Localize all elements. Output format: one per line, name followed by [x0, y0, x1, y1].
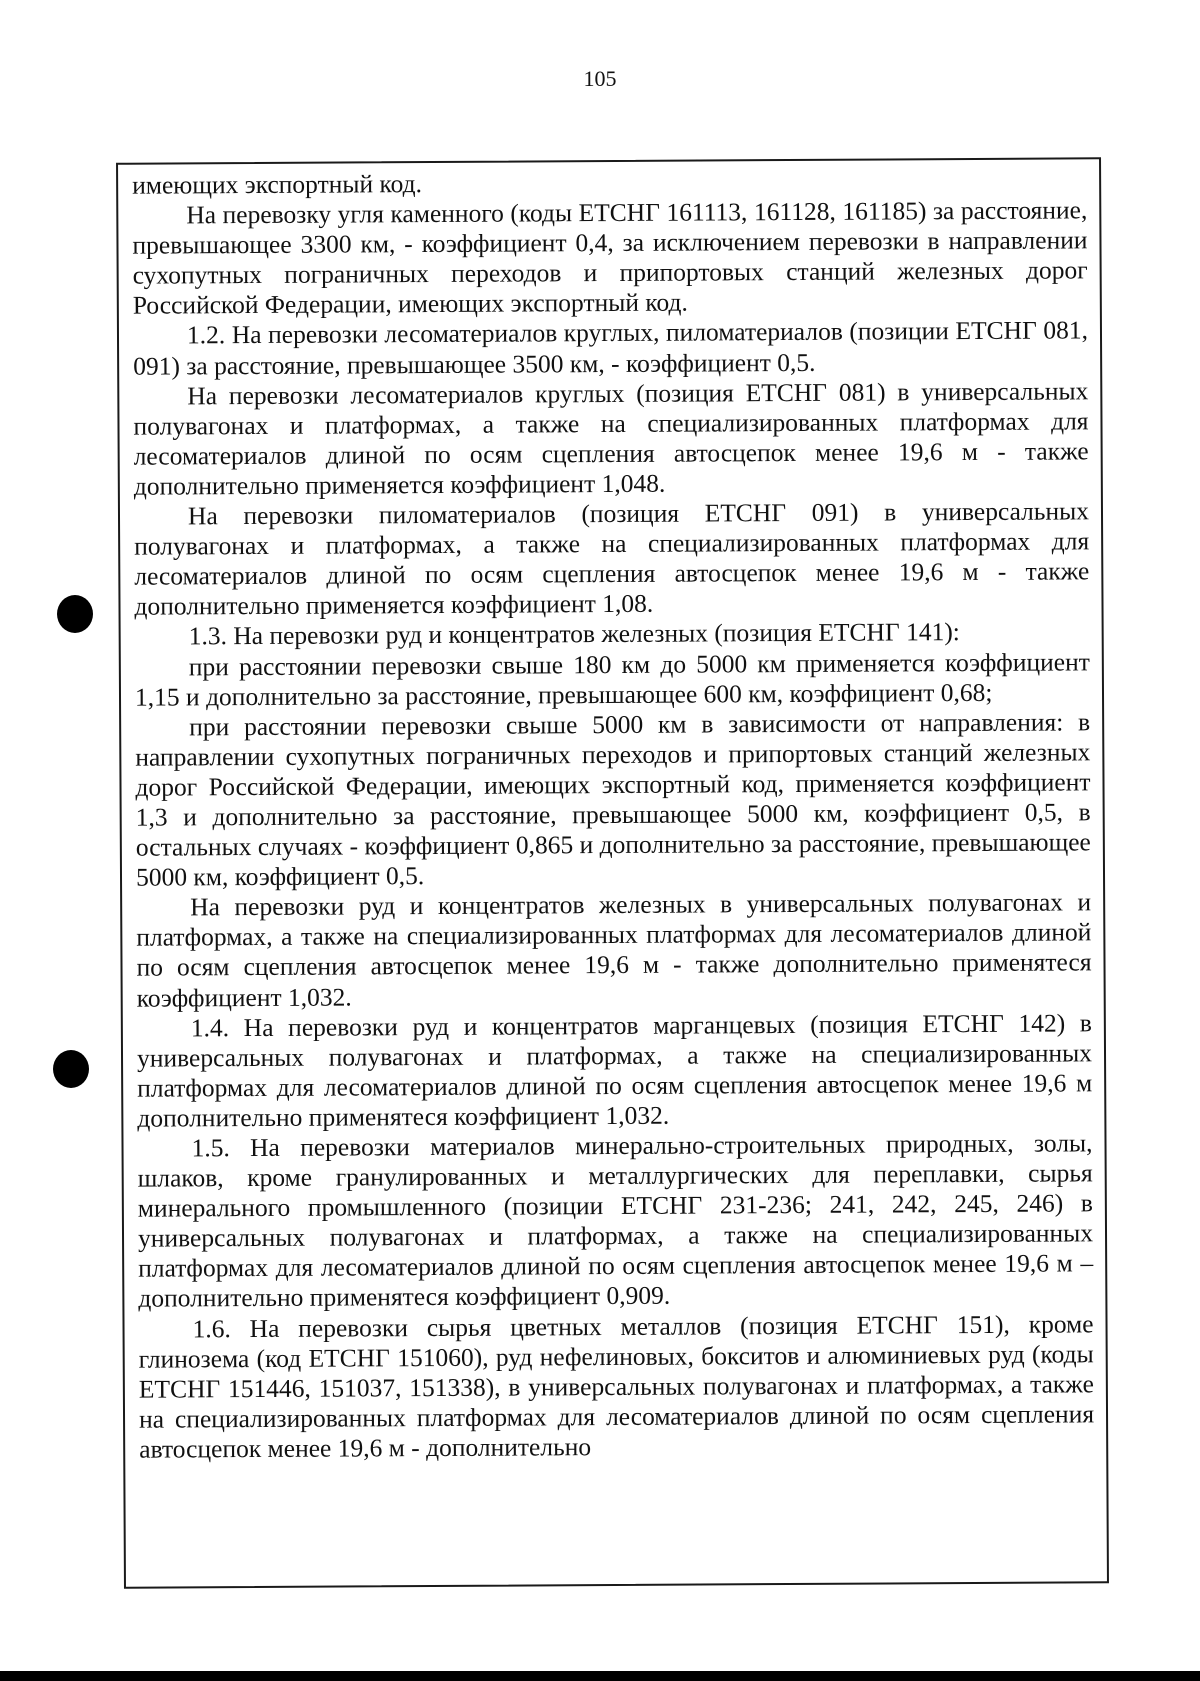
document-frame	[116, 157, 1109, 1588]
paragraph-continuation: имеющих экспортный код.	[132, 169, 423, 200]
paragraph-distance-180-5000: при расстоянии перевозки свыше 180 км до 5000 км применяется коэффициент 1,15 и дополнительно за расстояние, превышающее 600 км, коэффициент 0,68;	[134, 646, 1090, 712]
paragraph-1-4: 1.4. На перевозки руд и концентратов марганцевых (позиция ЕТСНГ 142) в универсальных полувагонах и платформах, а также на специализированных платформах для лесоматериалов длиной по осям сцепления автосцепок менее 19,6 м дополнительно применятеся коэффициент 1,032.	[136, 1007, 1093, 1133]
punch-hole-upper	[57, 595, 93, 633]
scan-edge-band	[0, 1671, 1200, 1681]
paragraph-1-6: 1.6. На перевозки сырья цветных металлов (позиция ЕТСНГ 151), кроме глинозема (код ЕТСНГ 151060), руд нефелиновых, бокситов и алюминиевых руд (коды ЕТСНГ 151446, 151037, 151338), в универсальных полувагонах и платформах, а также на специализированных платформах для лесоматериалов длиной по осям сцепления автосцепок менее 19,6 м - дополнительно	[138, 1308, 1095, 1464]
paragraph-1-5: 1.5. На перевозки материалов минерально-строительных природных, золы, шлаков, кроме гранулированных и металлургических для переплавки, сырья минерального промышленного (позиции ЕТСНГ 231-236; 241, 242, 245, 246) в универсальных полувагонах и платформах, а также на специализированных платформах для лесоматериалов длиной по осям сцепления автосцепок менее 19,6 м – дополнительно применятеся коэффициент 0,909.	[137, 1128, 1094, 1314]
paragraph-1-2: 1.2. На перевозки лесоматериалов круглых, пиломатериалов (позиции ЕТСНГ 081, 091) за расстояние, превышающее 3500 км, - коэффициент 0,5.	[133, 315, 1089, 381]
paragraph-sawn-timber: На перевозки пиломатериалов (позиция ЕТСНГ 091) в универсальных полувагонах и платформах, а также на специализированных платформах для лесоматериалов длиной по осям сцепления автосцепок менее 19,6 м - также дополнительно применяется коэффициент 1,08.	[134, 496, 1090, 621]
paragraph-distance-over-5000: при расстоянии перевозки свыше 5000 км в зависимости от направления: в направлении сухопутных пограничных переходов и припортовых станций железных дорог Российской Федерации, имеющих экспортный код, применяется коэффициент 1,3 и дополнительно за расстояние, превышающее 5000 км, коэффициент 0,5, в остальных случаях - коэффициент 0,865 и дополнительно за расстояние, превышающее 5000 км, коэффициент 0,5.	[135, 707, 1091, 892]
punch-hole-lower	[53, 1050, 89, 1088]
paragraph-round-timber: На перевозки лесоматериалов круглых (позиция ЕТСНГ 081) в универсальных полувагонах и платформах, а также на специализированных платформах для лесоматериалов длиной по осям сцепления автосцепок менее 19,6 м - также дополнительно применяется коэффициент 1,048.	[133, 375, 1089, 501]
paragraph-1-3: 1.3. На перевозки руд и концентратов железных (позиция ЕТСНГ 141):	[188, 617, 960, 651]
paragraph-coal: На перевозку угля каменного (коды ЕТСНГ 161113, 161128, 161185) за расстояние, превышающее 3300 км, - коэффициент 0,4, за исключением перевозки в направлении сухопутных пограничных переходов и припортовых станций железных дорог Российской Федерации, имеющих экспортный код.	[132, 195, 1088, 321]
page-number: 105	[583, 66, 617, 91]
paragraph-iron-ore-wagons: На перевозки руд и концентратов железных в универсальных полувагонах и платформах, а также на специализированных платформах для лесоматериалов длиной по осям сцепления автосцепок менее 19,6 м - также дополнительно применятеся коэффициент 1,032.	[136, 887, 1092, 1013]
